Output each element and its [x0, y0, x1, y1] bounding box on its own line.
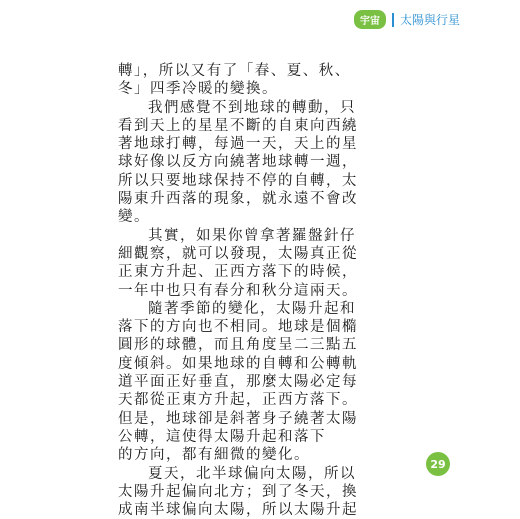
header-divider — [392, 13, 394, 27]
text-line: 我們感覺不到地球的轉動，只 — [148, 99, 356, 116]
text-line: 度傾斜。如果地球的自轉和公轉軌 — [118, 355, 358, 372]
text-line: 球好像以反方向繞著地球轉一週， — [118, 154, 358, 171]
text-line: 太陽升起偏向北方；到了冬天，換 — [118, 483, 358, 500]
text-line: 細觀察，就可以發現，太陽真正從 — [118, 245, 358, 262]
text-line: 正東方升起、正西方落下的時候， — [118, 264, 358, 281]
chapter-badge: 宇宙 — [354, 10, 386, 29]
text-line: 天都從正東方升起，正西方落下。 — [118, 392, 358, 409]
text-line: 夏天，北半球偏向太陽，所以 — [148, 465, 356, 482]
text-line: 的方向，都有細微的變化。 — [118, 447, 310, 464]
text-line: 公轉，這使得太陽升起和落下 — [118, 428, 326, 445]
text-line: 一年中也只有春分和秋分這兩天。 — [118, 282, 358, 299]
text-line: 道平面正好垂直，那麼太陽必定每 — [118, 374, 358, 391]
text-line: 圓形的球體，而且角度呈二三點五 — [118, 337, 358, 354]
text-line: 冬」四季冷暖的變換。 — [118, 81, 278, 98]
text-line: 轉」，所以又有了「春、夏、秋、 — [118, 63, 351, 79]
body-text — [118, 62, 418, 519]
text-line: 陽東升西落的現象，就永遠不會改 — [118, 191, 358, 208]
text-line: 落下的方向也不相同。地球是個橢 — [118, 319, 358, 336]
text-line: 所以只要地球保持不停的自轉，太 — [118, 172, 358, 189]
text-line: 變。 — [118, 209, 150, 226]
text-line: 但是，地球卻是斜著身子繞著太陽 — [118, 410, 358, 427]
text-line: 其實，如果你曾拿著羅盤針仔 — [148, 227, 356, 244]
text-line: 隨著季節的變化，太陽升起和 — [148, 300, 356, 317]
page-header — [354, 10, 460, 29]
text-line: 成南半球偏向太陽，所以太陽升起 — [118, 502, 358, 519]
text-line: 看到天上的星星不斷的自東向西繞 — [118, 117, 358, 134]
header-title: 太陽與行星 — [399, 13, 460, 27]
text-line: 著地球打轉，每過一天，天上的星 — [118, 136, 358, 153]
page-number-badge: 29 — [426, 452, 450, 476]
